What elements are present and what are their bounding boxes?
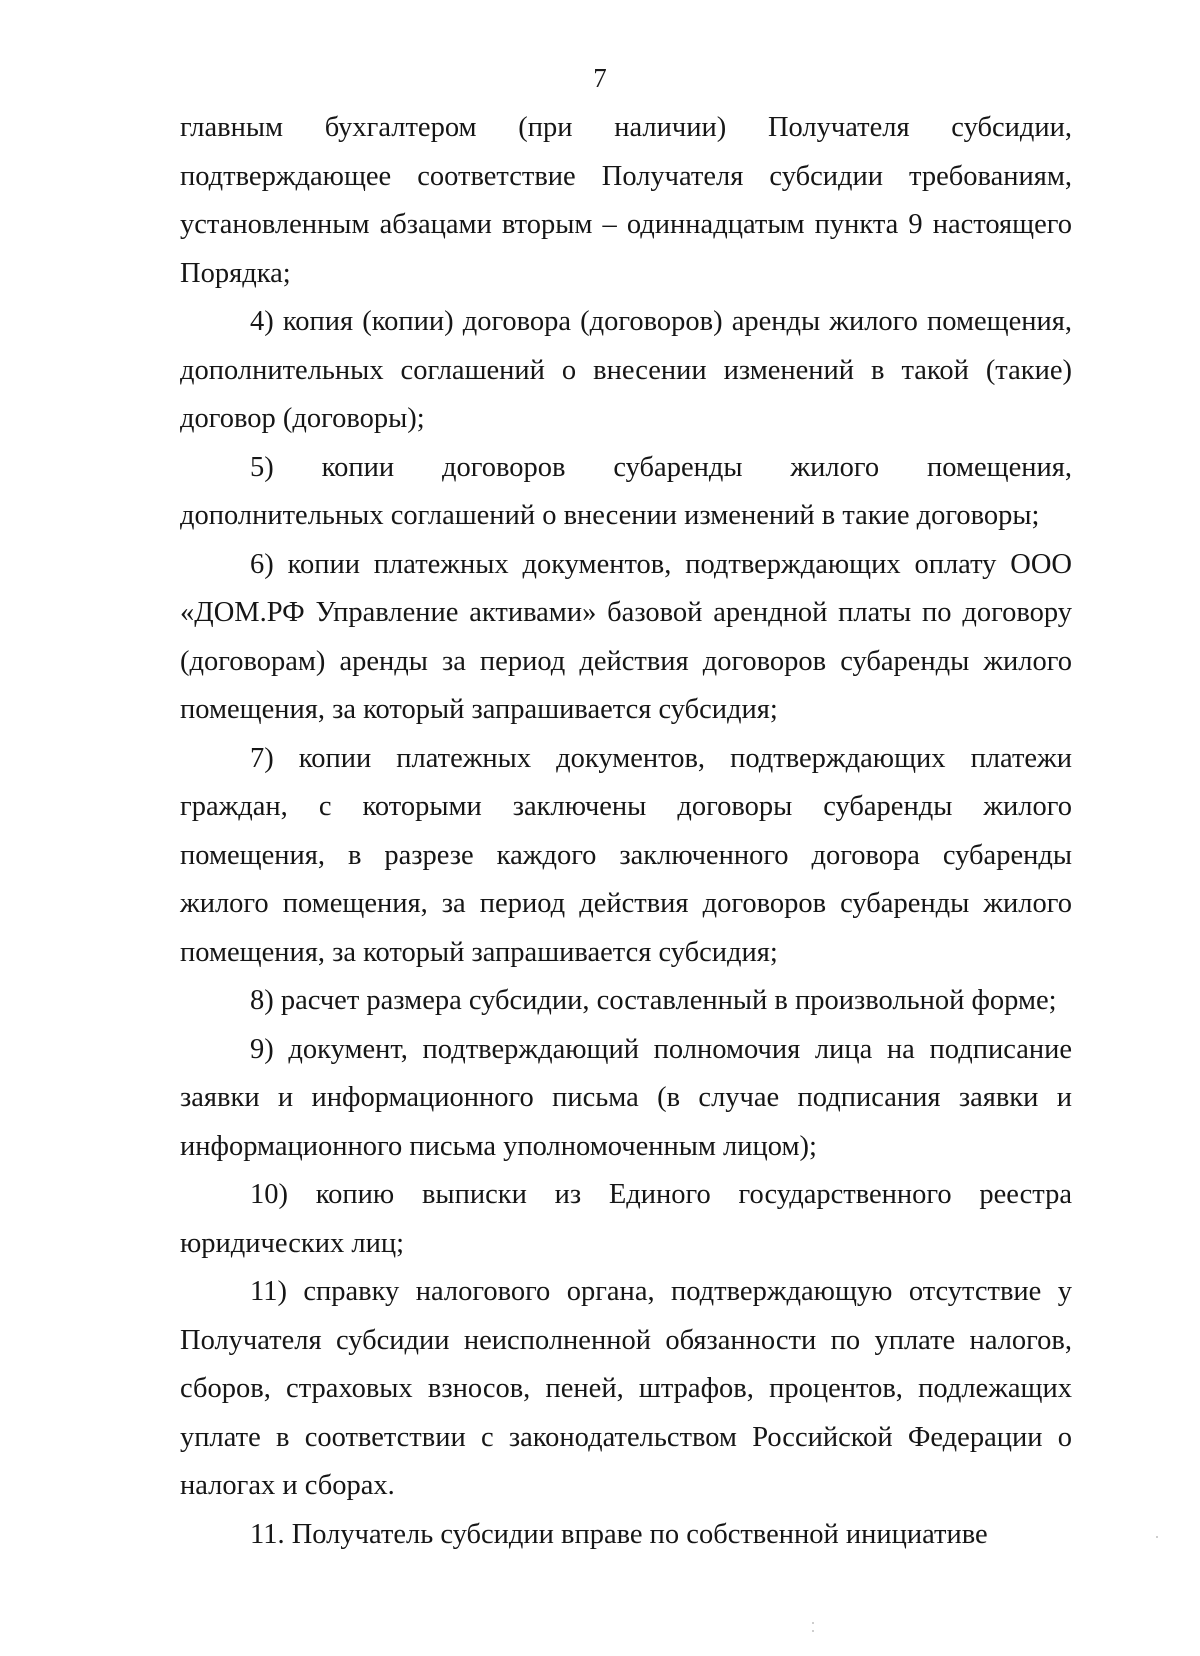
paragraph-continuation: главным бухгалтером (при наличии) Получателя субсидии, подтверждающее соответствие Получателя субсидии требованиям, установленным абзацами вторым – одиннадцатым пункта 9 настоящего Порядка; (180, 112, 1072, 289)
paragraph-item-9: 9) документ, подтверждающий полномочия лица на подписание заявки и информационного письма (в случае подписания заявки и информационного письма уполномоченным лицом); (180, 1033, 1072, 1162)
paragraph-item-7: 7) копии платежных документов, подтверждающих платежи граждан, с которыми заключены договоры субаренды жилого помещения, в разрезе каждого заключенного договора субаренды жилого помещения, за период действия договоров субаренды жилого помещения, за который запрашивается субсидия; (180, 742, 1072, 968)
scan-speck (1156, 1536, 1158, 1538)
paragraph-item-8: 8) расчет размера субсидии, составленный в произвольной форме; (250, 985, 1057, 1016)
scan-speck (812, 1630, 814, 1632)
paragraph-item-6: 6) копии платежных документов, подтверждающих оплату ООО «ДОМ.РФ Управление активами» базовой арендной платы по договору (договорам) аренды за период действия договоров субаренды жилого помещения, за который запрашивается субсидия; (180, 548, 1072, 725)
document-body (180, 104, 1072, 1559)
paragraph-item-10: 10) копию выписки из Единого государственного реестра юридических лиц; (180, 1179, 1072, 1259)
paragraph-item-5: 5) копии договоров субаренды жилого помещения, дополнительных соглашений о внесении изменений в такие договоры; (180, 451, 1072, 531)
scan-speck (812, 1622, 814, 1624)
paragraph-item-11-subitem: 11) справку налогового органа, подтверждающую отсутствие у Получателя субсидии неисполненной обязанности по уплате налогов, сборов, страховых взносов, пеней, штрафов, процентов, подлежащих уплате в соответствии с законодательством Российской Федерации о налогах и сборах. (180, 1276, 1072, 1501)
paragraph-item-4: 4) копия (копии) договора (договоров) аренды жилого помещения, дополнительных соглашений о внесении изменений в такой (такие) договор (договоры); (180, 306, 1072, 434)
page-number: 7 (593, 63, 607, 93)
paragraph-clause-11: 11. Получатель субсидии вправе по собственной инициативе (250, 1518, 988, 1550)
